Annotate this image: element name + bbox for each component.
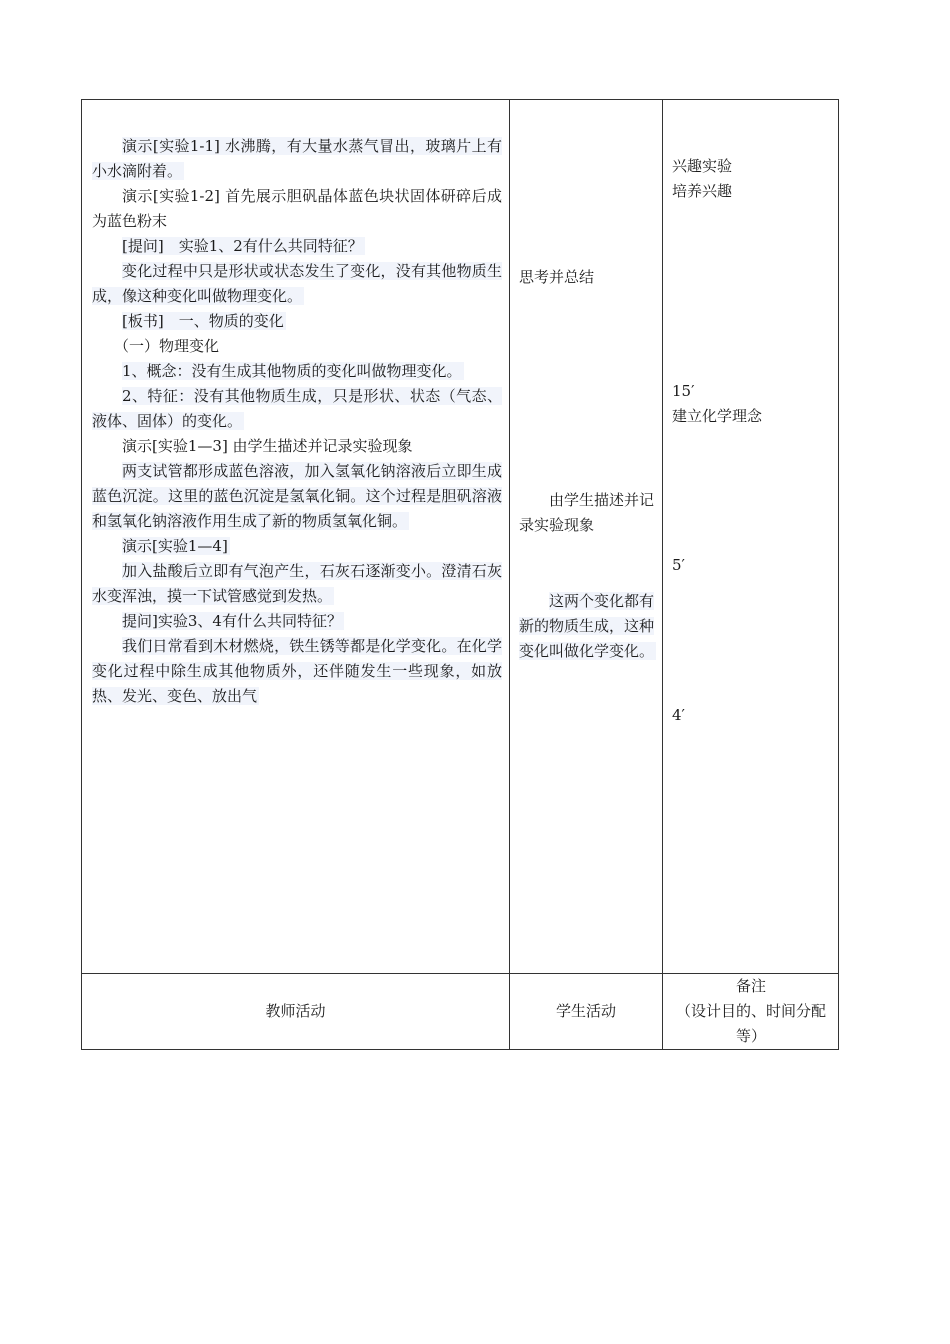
teacher-activity-cell: [92, 134, 502, 709]
teacher-paragraph: 两支试管都形成蓝色溶液，加入氢氧化钠溶液后立即生成蓝色沉淀。这里的蓝色沉淀是氢氧化铜。这个过程是胆矾溶液和氢氧化钠溶液作用生成了新的物质氢氧化铜。: [92, 462, 502, 530]
teacher-paragraph: 1、概念：没有生成其他物质的变化叫做物理变化。: [122, 362, 462, 380]
teacher-paragraph: 演示[实验1—4]: [122, 537, 228, 555]
header-remarks: [663, 974, 839, 1049]
teacher-paragraph: 加入盐酸后立即有气泡产生，石灰石逐渐变小。澄清石灰水变浑浊，摸一下试管感觉到发热。: [92, 562, 502, 605]
teacher-paragraph: 演示[实验1-2] 首先展示胆矾晶体蓝色块状固体研碎后成为蓝色粉末: [92, 187, 502, 230]
remark-time-4: 4′: [672, 706, 685, 724]
student-note-2: 由学生描述并记录实验现象: [519, 491, 655, 534]
header-student-activity: 学生活动: [555, 1002, 616, 1020]
student-note-3: 这两个变化都有新的物质生成，这种变化叫做化学变化。: [519, 592, 655, 660]
header-remarks-subtitle: （设计目的、时间分配等）: [675, 1002, 826, 1045]
teacher-paragraph: 演示[实验1-1] 水沸腾，有大量水蒸气冒出，玻璃片上有小水滴附着。: [92, 137, 502, 180]
teacher-paragraph: 变化过程中只是形状或状态发生了变化，没有其他物质生成，像这种变化叫做物理变化。: [92, 262, 502, 305]
teacher-paragraph: 2、特征：没有其他物质生成，只是形状、状态（气态、液体、固体）的变化。: [92, 387, 502, 430]
teacher-paragraph: [板书] 一、物质的变化: [122, 312, 284, 330]
remark-3: 建立化学理念: [672, 407, 763, 425]
teacher-paragraph: 提问]实验3、4有什么共同特征？: [122, 612, 342, 630]
lesson-table: [81, 99, 839, 1050]
header-remarks-title: 备注: [735, 977, 766, 995]
remark-2: 培养兴趣: [672, 182, 733, 200]
remark-time-15: 15′: [672, 382, 695, 400]
student-note-1: 思考并总结: [519, 268, 595, 286]
teacher-paragraph: [提问] 实验1、2有什么共同特征？: [122, 237, 363, 255]
column-divider: [662, 100, 663, 1049]
teacher-paragraph: 我们日常看到木材燃烧，铁生锈等都是化学变化。在化学变化过程中除生成其他物质外，还伴随发生一些现象，如放热、发光、变色、放出气: [92, 637, 502, 705]
header-teacher-activity: 教师活动: [265, 1002, 326, 1020]
teacher-paragraph: （一）物理变化: [114, 337, 220, 355]
teacher-paragraph: 演示[实验1—3] 由学生描述并记录实验现象: [122, 437, 413, 455]
remark-time-5: 5′: [672, 556, 685, 574]
remark-1: 兴趣实验: [672, 157, 733, 175]
column-divider: [509, 100, 510, 1049]
